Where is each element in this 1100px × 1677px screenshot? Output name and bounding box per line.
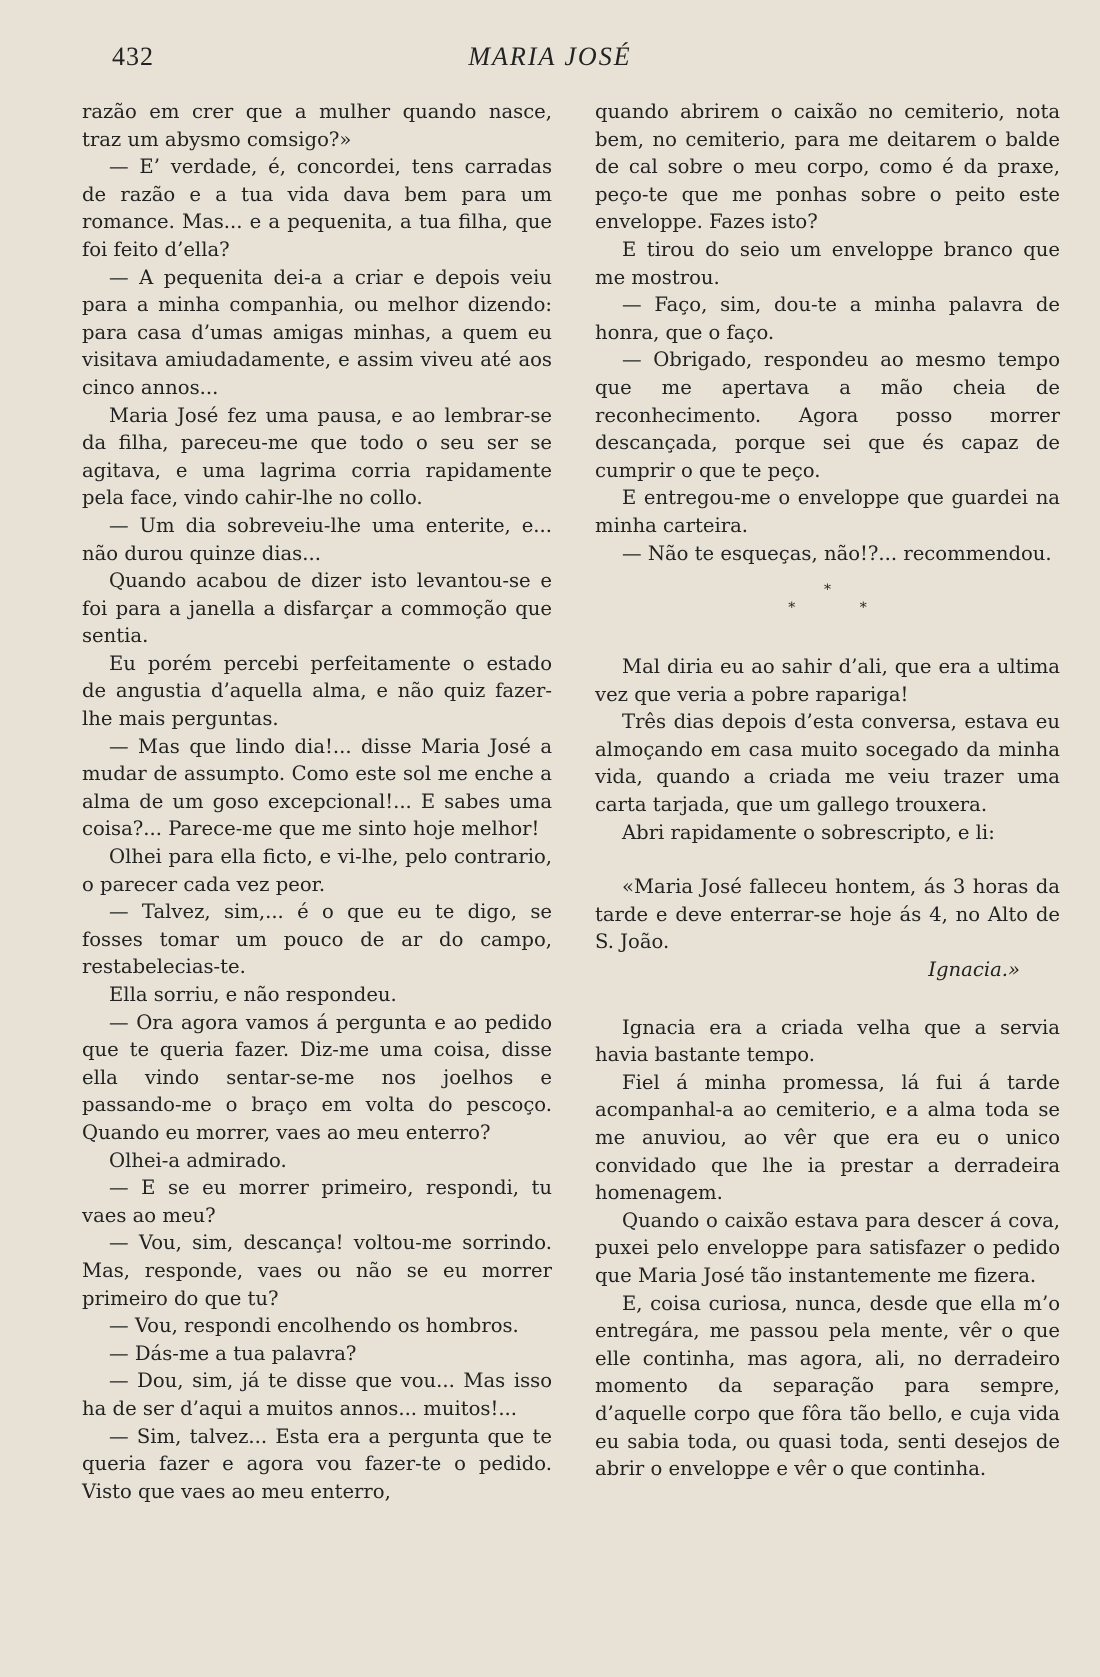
- paragraph: Maria José fez uma pausa, e ao lembrar-se da filha, pareceu-me que todo o seu ser se agitava, e uma lagrima corria rapidamente pela face, vindo cahir-lhe no collo.: [82, 403, 552, 510]
- page-header: [0, 42, 1100, 82]
- letter-text: «Maria José falleceu hontem, ás 3 horas da tarde e deve enterrar-se hoje ás 4, no Alto de S. João.: [595, 875, 1060, 954]
- section-break-top: *: [824, 582, 831, 599]
- right-column: [595, 98, 1060, 1483]
- paragraph: Eu porém percebi perfeitamente o estado de angustia d’aquella alma, e não quiz fazer-lhe mais perguntas.: [82, 651, 552, 731]
- spacer: [595, 846, 1060, 873]
- paragraph: — Mas que lindo dia!... disse Maria José a mudar de assumpto. Como este sol me enche a alma de um goso excepcional!... E sabes uma coisa?... Parece-me que me sinto hoje melhor!: [82, 734, 552, 841]
- paragraph: — Obrigado, respondeu ao mesmo tempo que me apertava a mão cheia de reconhecimento. Agora posso morrer descançada, porque sei que és capaz de cumprir o que te peço.: [595, 348, 1060, 482]
- paragraph: — Talvez, sim,... é o que eu te digo, se fosses tomar um pouco de ar do campo, restabelecias-te.: [82, 900, 552, 979]
- section-break-bottom: * *: [788, 600, 897, 617]
- paragraph: — Vou, respondi encolhendo os hombros.: [109, 1314, 519, 1338]
- paragraph: Fiel á minha promessa, lá fui á tarde acompanhal-a ao cemiterio, e a alma toda se me anuviou, ao vêr que era eu o unico convidado que lhe ia prestar a derradeira homenagem.: [595, 1070, 1060, 1205]
- running-title: MARIA JOSÉ: [468, 42, 632, 71]
- paragraph: razão em crer que a mulher quando nasce, traz um abysmo comsigo?»: [82, 100, 552, 151]
- paragraph: — Dou, sim, já te disse que vou... Mas isso ha de ser d’aqui a muitos annos... muitos!...: [82, 1369, 552, 1420]
- paragraph: E entregou-me o enveloppe que guardei na minha carteira.: [595, 486, 1060, 537]
- paragraph: Olhei para ella ficto, e vi-lhe, pelo contrario, o parecer cada vez peor.: [82, 845, 552, 896]
- paragraph: quando abrirem o caixão no cemiterio, nota bem, no cemiterio, para me deitarem o balde de cal sobre o meu corpo, como é da praxe, peço-te que me ponhas sobre o peito este enveloppe. Fazes isto?: [595, 100, 1060, 234]
- paragraph: — Faço, sim, dou-te a minha palavra de honra, que o faço.: [595, 293, 1060, 344]
- paragraph: E tirou do seio um enveloppe branco que me mostrou.: [595, 237, 1060, 289]
- paragraph: — E’ verdade, é, concordei, tens carradas de razão e a tua vida dava bem para um romance. Mas... e a pequenita, a tua filha, que foi feito d’ella?: [82, 155, 552, 261]
- paragraph: E, coisa curiosa, nunca, desde que ella m’o entregára, me passou pela mente, vêr o que elle continha, mas agora, ali, no derradeiro momento da separação para sempre, d’aquelle corpo que fôra tão bello, e cuja vida eu sabia toda, ou quasi toda, senti desejos de abrir o enveloppe e vêr o que continha.: [595, 1291, 1060, 1481]
- paragraph: — Sim, talvez... Esta era a pergunta que te queria fazer e agora vou fazer-te o pedido. Visto que vaes ao meu enterro,: [82, 1424, 552, 1503]
- paragraph: — Um dia sobreveiu-lhe uma enterite, e... não durou quinze dias...: [82, 513, 552, 565]
- paragraph: — A pequenita dei-a a criar e depois veiu para a minha companhia, ou melhor dizendo: para casa d’umas amigas minhas, a quem eu visitava amiudadamente, e assim viveu até aos cinco annos...: [82, 265, 552, 399]
- paragraph: Olhei-a admirado.: [109, 1148, 287, 1172]
- paragraph: — Não te esqueças, não!?... recommendou.: [622, 541, 1052, 565]
- paragraph: — Vou, sim, descança! voltou-me sorrindo. Mas, responde, vaes ou não se eu morrer primeiro do que tu?: [82, 1231, 552, 1310]
- paragraph: Abri rapidamente o sobrescripto, e li:: [622, 820, 995, 844]
- paragraph: Ignacia era a criada velha que a servia havia bastante tempo.: [595, 1015, 1060, 1067]
- left-column: [82, 98, 552, 1505]
- section-break: [595, 581, 1060, 617]
- paragraph: Ella sorriu, e não respondeu.: [109, 983, 397, 1006]
- paragraph: Três dias depois d’esta conversa, estava eu almoçando em casa muito socegado da minha vida, quando a criada me veiu trazer uma carta tarjada, que um gallego trouxera.: [595, 710, 1060, 817]
- letter-signature: Ignacia.»: [928, 958, 1020, 982]
- page-number: 432: [112, 42, 154, 71]
- paragraph: Quando o caixão estava para descer á cova, puxei pelo enveloppe para satisfazer o pedido que Maria José tão instantemente me fizera.: [595, 1208, 1060, 1287]
- paragraph: Quando acabou de dizer isto levantou-se e foi para a janella a disfarçar a commoção que sentia.: [82, 569, 552, 648]
- paragraph: — Dás-me a tua palavra?: [109, 1341, 357, 1365]
- paragraph: — E se eu morrer primeiro, respondi, tu vaes ao meu?: [82, 1176, 552, 1227]
- paragraph: Mal diria eu ao sahir d’ali, que era a ultima vez que veria a pobre rapariga!: [595, 655, 1060, 706]
- paragraph: — Ora agora vamos á pergunta e ao pedido que te queria fazer. Diz-me uma coisa, disse ella vindo sentar-se-me nos joelhos e passando-me o braço em volta do pescoço. Quando eu morrer, vaes ao meu enterro?: [82, 1010, 552, 1144]
